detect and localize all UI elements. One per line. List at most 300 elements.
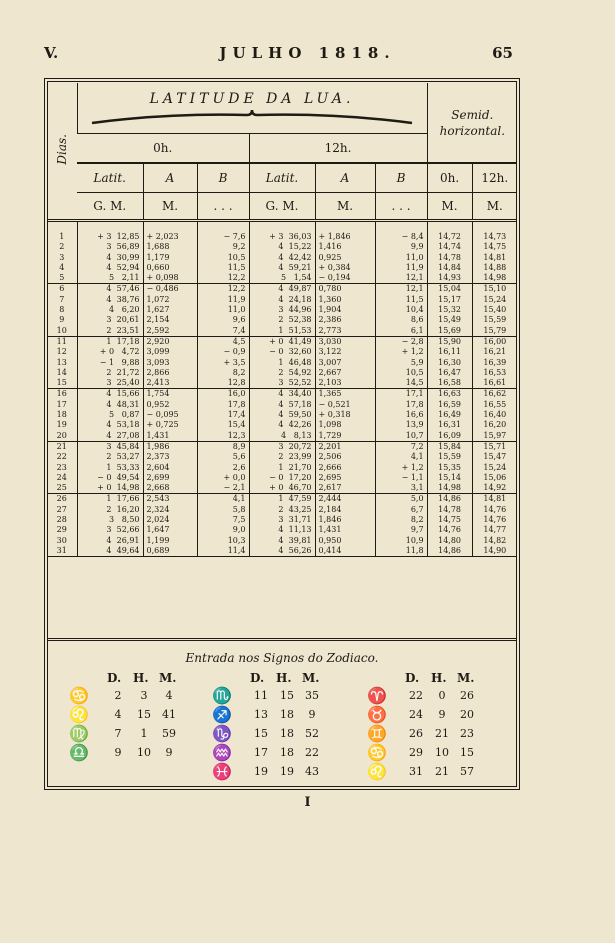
b-12-values [375,232,427,284]
zodiac-header-label: H. [133,671,149,685]
table-cell: 5,8 [232,504,246,514]
table-cell: 3,122 [318,347,342,357]
semid-label-1: Semid. [451,107,494,122]
table-cell: 16,55 [483,399,507,409]
table-cell: + 0 14,98 [97,483,140,493]
table-cell: 3 8,50 [108,515,140,525]
table-cell: − 0,095 [146,410,179,420]
table-cell: 8,9 [232,441,246,451]
latit-0-values [77,232,143,284]
table-cell: 14,84 [438,262,462,272]
a-12-values [315,232,375,284]
zodiac-d-value: 4 [114,708,122,721]
zodiac-h-value: 18 [280,746,294,759]
scorpio-icon: ♏ [212,686,232,705]
table-cell: + 3 12,85 [97,232,140,241]
leo-icon: ♌ [367,762,387,781]
zodiac-h-value: 0 [438,689,446,702]
table-cell: 15,71 [483,441,507,451]
table-cell: + 0 46,70 [269,483,312,493]
table-cell: 4 24,18 [278,294,312,304]
table-cell: 28 [56,515,67,525]
zodiac-m-value: 59 [162,727,176,740]
table-cell: 9,9 [410,242,424,252]
table-cell: 15,69 [438,325,462,335]
table-cell: 25 [56,483,67,493]
table-cell: 15,49 [438,315,462,325]
zodiac-m-value: 9 [165,746,173,759]
table-cell: 4 42,26 [278,420,312,430]
table-cell: 17 [56,399,67,409]
zodiac-entry [105,708,181,721]
page-number: 65 [492,44,513,62]
latit-0-values [77,494,143,557]
table-cell: 14,73 [483,232,507,241]
cancer-icon: ♋ [69,686,89,705]
table-cell: 9,0 [232,525,246,535]
table-cell: 15,90 [438,336,462,346]
zodiac-h-value: 18 [280,727,294,740]
a-12-values [315,336,375,388]
zodiac-d-value: 2 [114,689,122,702]
zodiac-d-value: 9 [114,746,122,759]
table-cell: 10,4 [405,305,424,315]
zodiac-d-value: 17 [254,746,268,759]
table-cell: 1,846 [318,515,342,525]
table-cell: 0,689 [146,545,170,555]
table-cell: 16 [56,389,67,399]
table-cell: 6 [59,284,65,294]
day-group [47,336,517,388]
zodiac-d-value: 13 [254,708,268,721]
table-cell: 1,688 [146,242,170,252]
table-cell: 2,413 [146,378,170,388]
table-cell: 7,2 [410,441,424,451]
zodiac-entry [403,689,479,702]
table-cell: 4 26,91 [106,535,140,545]
table-cell: 4 57,18 [278,399,312,409]
day-group [47,494,517,557]
table-cell: 18 [56,410,67,420]
table-cell: 22 [56,452,67,462]
semid-label-2: horizontal. [439,123,506,138]
table-cell: 15,40 [483,305,507,315]
table-cell: 30 [56,535,67,545]
zodiac-header-label: M. [159,671,177,685]
table-cell: 4,1 [232,494,246,504]
semid-0-values [427,284,472,336]
zodiac-entry [403,765,479,778]
zodiac-entry [105,746,181,759]
table-cell: 3 25,40 [106,378,140,388]
table-cell: 16,00 [483,336,507,346]
table-cell: 1 53,33 [106,462,140,472]
table-cell: 5 0,87 [108,410,140,420]
zodiac-header-label: M. [302,671,320,685]
table-cell: 4 34,40 [278,389,312,399]
table-cell: 8 [59,305,65,315]
latit-12-values [249,389,315,441]
a-12-header: A [315,163,375,193]
table-cell: − 0 17,20 [269,472,312,482]
zodiac-header-label: M. [457,671,475,685]
table-cell: 0,780 [318,284,342,294]
table-cell: 2,543 [146,494,170,504]
table-cell: 14,81 [483,252,507,262]
table-cell: 2,617 [318,483,342,493]
table-cell: 3,099 [146,347,170,357]
table-cell: 2,024 [146,515,170,525]
table-cell: 3 20,61 [106,315,140,325]
time-12h-header: 12h. [249,134,427,164]
table-cell: 2,154 [146,315,170,325]
table-cell: 1,729 [318,430,342,440]
table-cell: 9 [59,315,65,325]
zodiac-h-value: 21 [435,765,449,778]
table-cell: 3 31,71 [278,515,312,525]
semid-12-values [472,336,517,388]
table-cell: 15,84 [438,441,462,451]
table-cell: 4,1 [410,452,424,462]
table-cell: 19 [56,420,67,430]
time-0h-header: 0h. [77,134,249,164]
table-cell: 16,6 [405,410,424,420]
table-cell: 14,75 [483,242,507,252]
table-cell: 16,31 [438,420,462,430]
zodiac-entry [248,727,324,740]
section-number: V. [44,44,59,62]
table-cell: 14,93 [438,273,462,283]
table-cell: 10,5 [227,252,246,262]
table-cell: 4 52,94 [106,262,140,272]
pisces-icon: ♓ [212,762,232,781]
zodiac-header-label: D. [107,671,122,685]
table-cell: 15,10 [483,284,507,294]
units-gm-0: G. M. [77,193,143,221]
table-cell: 4 39,81 [278,535,312,545]
table-cell: 3,007 [318,357,342,367]
table-cell: 2,604 [146,462,170,472]
table-cell: 5 [59,273,65,283]
table-area [47,83,517,785]
latit-0-values [77,336,143,388]
table-cell: 29 [56,525,67,535]
table-cell: + 0,0 [223,472,246,482]
table-cell: 2,506 [318,452,342,462]
table-cell: 14,86 [438,545,462,555]
day-group [47,441,517,493]
table-cell: 13,9 [405,420,424,430]
day-group [47,389,517,441]
table-cell: 3,030 [318,336,342,346]
table-cell: + 0,318 [318,410,351,420]
table-cell: 3 56,89 [106,242,140,252]
table-cell: 3 44,96 [278,305,312,315]
table-cell: 0,950 [318,535,342,545]
table-cell: 12,2 [227,284,246,294]
semid-0-values [427,494,472,557]
taurus-icon: ♉ [367,705,387,724]
b-12-values [375,284,427,336]
table-cell: 1,904 [318,305,342,315]
capricorn-icon: ♑ [212,724,232,743]
table-cell: 17,8 [405,399,424,409]
table-cell: 4 42,42 [278,252,312,262]
zodiac-m-value: 20 [460,708,474,721]
b-0-values [197,284,249,336]
table-cell: 1,179 [146,252,170,262]
b-12-values [375,494,427,557]
table-cell: 2,666 [318,462,342,472]
a-0-values [143,441,197,493]
table-cell: 11,0 [405,252,424,262]
table-cell: 15,17 [438,294,462,304]
table-cell: 15,4 [227,420,246,430]
table-cell: 2,373 [146,452,170,462]
table-cell: 16,63 [438,389,462,399]
semid-header-cell [427,83,517,163]
table-cell: 16,62 [483,389,507,399]
table-cell: 15,97 [483,430,507,440]
table-body [47,221,517,557]
table-cell: 2 53,27 [106,452,140,462]
table-cell: 14,88 [483,262,507,272]
zodiac-d-value: 26 [409,727,423,740]
table-cell: 17,1 [405,389,424,399]
table-cell: 5,6 [232,452,246,462]
table-cell: 15,24 [483,462,507,472]
zodiac-h-value: 10 [137,746,151,759]
table-cell: 4 8,13 [280,430,312,440]
latitude-title: LATITUDE DA LUA. [149,91,355,107]
latitude-table [47,83,517,557]
latit-12-header: Latit. [249,163,315,193]
table-cell: 12,8 [227,378,246,388]
table-cell: 14,86 [438,494,462,504]
zodiac-m-value: 23 [460,727,474,740]
zodiac-m-value: 52 [305,727,319,740]
days-header-cell [47,83,77,221]
table-cell: 16,0 [227,389,246,399]
zodiac-h-value: 18 [280,708,294,721]
table-cell: 17,8 [227,399,246,409]
table-cell: + 0 41,49 [269,336,312,346]
table-cell: 1,754 [146,389,170,399]
table-cell: 15,32 [438,305,462,315]
table-cell: 2,444 [318,494,342,504]
table-cell: 4 48,31 [106,399,140,409]
b-0-values [197,336,249,388]
table-cell: − 0,486 [146,284,179,294]
zodiac-h-value: 15 [137,708,151,721]
table-cell: 16,30 [438,357,462,367]
table-cell: 14,75 [438,515,462,525]
table-cell: 1 [59,232,65,241]
zodiac-entry [248,765,324,778]
zodiac-column-header [107,671,183,685]
a-12-values [315,494,375,557]
zodiac-h-value: 10 [435,746,449,759]
table-cell: 14,76 [438,525,462,535]
table-cell: 2,866 [146,367,170,377]
units-dots-12: . . . [375,193,427,221]
table-cell: 15,06 [483,472,507,482]
day-numbers [47,494,77,557]
semid-0-values [427,232,472,284]
table-cell: 2 21,72 [106,367,140,377]
table-cell: + 2,023 [146,232,179,241]
zodiac-d-value: 22 [409,689,423,702]
semid-12-values [472,284,517,336]
table-cell: 10,7 [405,430,424,440]
table-cell: 4 59,21 [278,262,312,272]
table-cell: 16,09 [438,430,462,440]
day-group [47,232,517,284]
table-cell: + 3,5 [223,357,246,367]
table-cell: 11,4 [227,545,246,555]
zodiac-title: Entrada nos Signos do Zodiaco. [185,651,379,665]
table-cell: 14,5 [405,378,424,388]
table-cell: 10,3 [227,535,246,545]
table-cell: 5 2,11 [108,273,140,283]
table-cell: 2,699 [146,472,170,482]
table-cell: 16,53 [483,367,507,377]
table-cell: 5 1,54 [280,273,312,283]
a-12-values [315,284,375,336]
table-cell: 2,6 [232,462,246,472]
table-cell: 2,668 [146,483,170,493]
table-cell: 12,1 [405,284,424,294]
a-0-header: A [143,163,197,193]
table-cell: + 3 36,03 [269,232,312,241]
table-cell: 10,9 [405,535,424,545]
table-cell: 4 56,26 [278,545,312,555]
zodiac-d-value: 11 [254,689,268,702]
table-cell: 8,2 [232,367,246,377]
table-cell: 5,0 [410,494,424,504]
table-cell: 1,986 [146,441,170,451]
table-cell: 12,1 [405,273,424,283]
zodiac-h-value: 9 [438,708,446,721]
table-cell: 2,592 [146,325,170,335]
semid-0-values [427,441,472,493]
signature-mark: I [304,795,311,810]
table-cell: 14,76 [483,504,507,514]
aries-icon: ♈ [367,686,387,705]
zodiac-m-value: 41 [162,708,176,721]
zodiac-d-value: 24 [409,708,423,721]
table-cell: 3 52,66 [106,525,140,535]
table-cell: 12 [56,347,67,357]
semid-0-values [427,389,472,441]
zodiac-d-value: 7 [114,727,122,740]
table-cell: 14,82 [483,535,507,545]
table-cell: 8,6 [410,315,424,325]
table-cell: 11,9 [227,294,246,304]
zodiac-m-value: 35 [305,689,319,702]
zodiac-entry [248,708,324,721]
zodiac-h-value: 15 [280,689,294,702]
b-0-values [197,441,249,493]
zodiac-header-label: D. [405,671,420,685]
table-cell: 2 23,51 [106,325,140,335]
table-cell: 24 [56,472,67,482]
b-0-values [197,389,249,441]
table-cell: 2 [59,242,65,252]
table-cell: 3,1 [410,483,424,493]
table-cell: 2,184 [318,504,342,514]
table-cell: 11,0 [227,305,246,315]
table-cell: 1 47,59 [278,494,312,504]
cancer-icon: ♋ [367,743,387,762]
table-cell: 2,386 [318,315,342,325]
table-cell: 10,5 [405,367,424,377]
table-cell: 4 27,08 [106,430,140,440]
a-12-values [315,389,375,441]
table-cell: 7 [59,294,65,304]
table-cell: 2,695 [318,472,342,482]
brace-icon [87,109,417,125]
a-0-values [143,232,197,284]
table-cell: 1 46,48 [278,357,312,367]
zodiac-entry [105,727,181,740]
latit-0-values [77,389,143,441]
table-cell: + 0,098 [146,273,179,283]
zodiac-column-header [405,671,481,685]
table-cell: 6,7 [410,504,424,514]
days-label: Dias. [54,133,69,165]
page-header [0,44,615,68]
table-cell: 16,21 [483,347,507,357]
table-cell: + 1,846 [318,232,351,241]
b-12-values [375,389,427,441]
day-group [47,284,517,336]
table-cell: 9,7 [410,525,424,535]
aquarius-icon: ♒ [212,743,232,762]
table-cell: 2,920 [146,336,170,346]
table-cell: 1 17,66 [106,494,140,504]
table-cell: 16,59 [438,399,462,409]
table-cell: 1,431 [146,430,170,440]
table-cell: 1 51,53 [278,325,312,335]
table-cell: − 0 32,60 [269,347,312,357]
table-cell: 14,98 [438,483,462,493]
table-cell: 3 20,72 [278,441,312,451]
table-cell: 4 57,46 [106,284,140,294]
zodiac-d-value: 31 [409,765,423,778]
leo-icon: ♌ [69,705,89,724]
latit-0-header: Latit. [77,163,143,193]
table-cell: 2 54,92 [278,367,312,377]
table-cell: 4 15,66 [106,389,140,399]
table-cell: 17,4 [227,410,246,420]
table-cell: 15,24 [483,294,507,304]
zodiac-entry [403,746,479,759]
table-cell: 4 11,13 [278,525,312,535]
table-cell: − 0,521 [318,399,351,409]
table-cell: 1,199 [146,535,170,545]
zodiac-entry [403,727,479,740]
table-cell: 16,61 [483,378,507,388]
table-cell: 15,04 [438,284,462,294]
table-cell: 2,201 [318,441,342,451]
zodiac-h-value: 1 [140,727,148,740]
table-cell: 9,6 [232,315,246,325]
zodiac-entry [248,689,324,702]
units-semid-12: M. [472,193,517,221]
zodiac-h-value: 19 [280,765,294,778]
table-cell: 3 52,52 [278,378,312,388]
